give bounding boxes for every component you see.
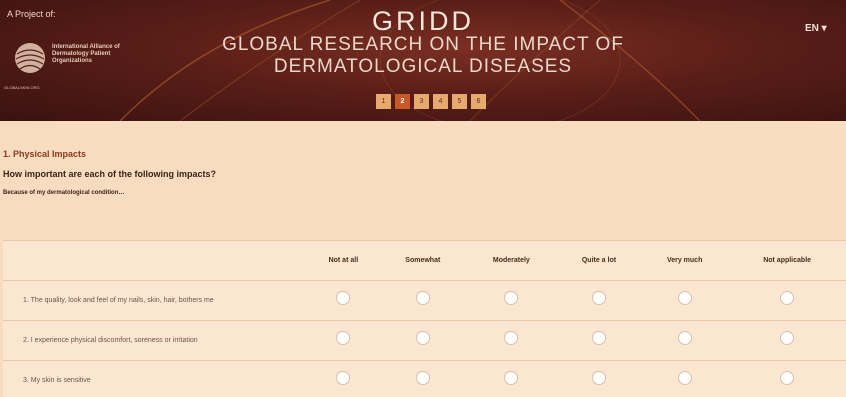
subtitle-line-1: GLOBAL RESEARCH ON THE IMPACT OF [222, 34, 624, 55]
column-not-applicable: Not applicable [728, 241, 846, 281]
radio-option[interactable] [678, 371, 692, 385]
item-label: 2. I experience physical discomfort, soreness or irritation [3, 321, 307, 361]
question-prefix: Because of my dermatological condition… [3, 190, 125, 196]
project-of-label: A Project of: [7, 9, 56, 19]
column-quite-a-lot: Quite a lot [557, 241, 641, 281]
section-title: 1. Physical Impacts [3, 149, 87, 159]
radio-option[interactable] [592, 291, 606, 305]
radio-option[interactable] [504, 371, 518, 385]
page-button-4[interactable]: 4 [433, 94, 448, 109]
radio-option[interactable] [336, 331, 350, 345]
organization-logo-text: International Alliance of Dermatology Patient Organizations [52, 44, 120, 64]
page-title: GRIDD [372, 6, 474, 36]
radio-option[interactable] [416, 371, 430, 385]
page-button-2[interactable]: 2 [395, 94, 410, 109]
page-button-3[interactable]: 3 [414, 94, 429, 109]
header-banner [0, 0, 846, 121]
radio-option[interactable] [504, 291, 518, 305]
radio-option[interactable] [780, 371, 794, 385]
column-not-at-all: Not at all [307, 241, 380, 281]
question-text: How important are each of the following impacts? [3, 169, 217, 179]
likert-matrix [3, 240, 846, 397]
radio-option[interactable] [780, 331, 794, 345]
radio-option[interactable] [678, 291, 692, 305]
column-moderately: Moderately [466, 241, 557, 281]
radio-option[interactable] [504, 331, 518, 345]
page-button-1[interactable]: 1 [376, 94, 391, 109]
radio-option[interactable] [336, 291, 350, 305]
matrix-row [3, 281, 846, 321]
item-label: 3. My skin is sensitive [3, 361, 307, 397]
page-navigation [376, 94, 486, 109]
matrix-row [3, 321, 846, 361]
radio-option[interactable] [416, 291, 430, 305]
radio-option[interactable] [336, 371, 350, 385]
radio-option[interactable] [416, 331, 430, 345]
radio-option[interactable] [592, 371, 606, 385]
logo-caption: GLOBALSKIN.ORG [4, 85, 40, 90]
radio-option[interactable] [780, 291, 794, 305]
language-selector[interactable]: EN ▾ [805, 23, 827, 34]
matrix-header-row [3, 241, 846, 281]
radio-option[interactable] [592, 331, 606, 345]
matrix-corner [3, 241, 307, 281]
subtitle-line-2: DERMATOLOGICAL DISEASES [273, 56, 573, 77]
page-button-5[interactable]: 5 [452, 94, 467, 109]
page-button-6[interactable]: 6 [471, 94, 486, 109]
matrix-row [3, 361, 846, 397]
column-somewhat: Somewhat [380, 241, 466, 281]
radio-option[interactable] [678, 331, 692, 345]
item-label: 1. The quality, look and feel of my nails, skin, hair, bothers me [3, 281, 307, 321]
column-very-much: Very much [641, 241, 728, 281]
